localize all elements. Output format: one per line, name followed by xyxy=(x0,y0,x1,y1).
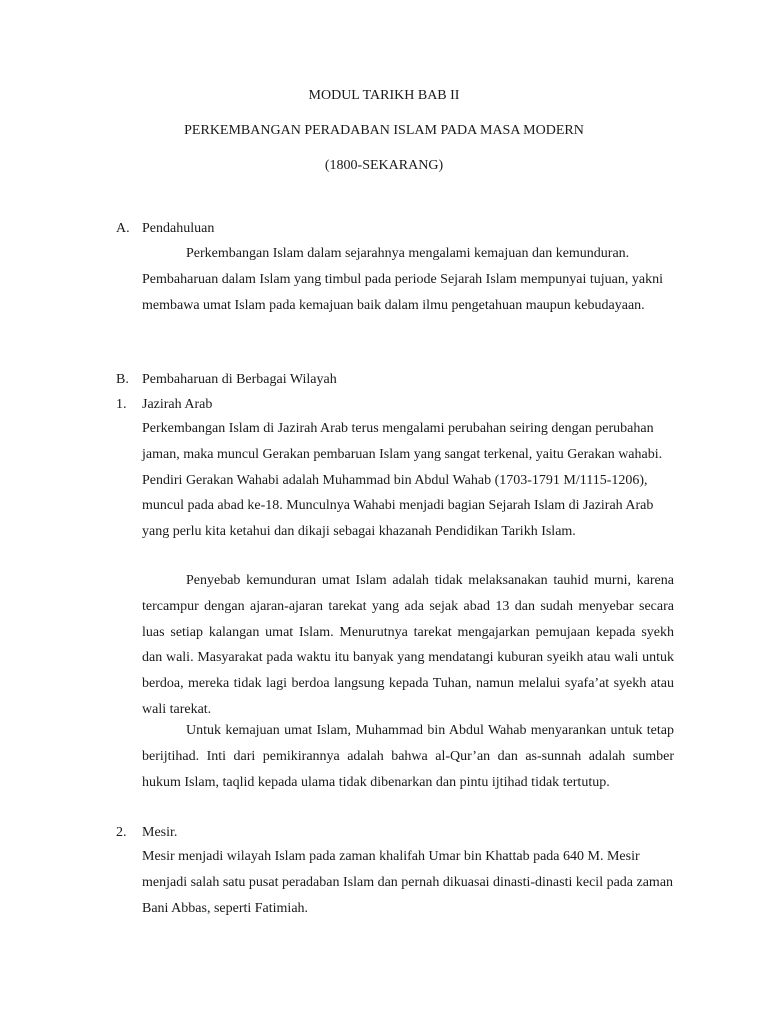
section-a-paragraph: Perkembangan Islam dalam sejarahnya mengalami kemajuan dan kemunduran. Pembaharuan dalam Islam yang timbul pada periode Sejarah Islam mempunyai tujuan, yakni membawa umat Islam pada kemajuan baik dalam ilmu pengetahuan maupun kebudayaan. xyxy=(142,246,663,313)
section-b-heading: Pembaharuan di Berbagai Wilayah xyxy=(142,372,337,387)
item-1-marker: 1. xyxy=(116,397,127,412)
section-a-marker: A. xyxy=(116,221,130,236)
document-subtitle: PERKEMBANGAN PERADABAN ISLAM PADA MASA MODERN xyxy=(184,123,584,138)
document-title: MODUL TARIKH BAB II xyxy=(308,88,460,103)
document-period: (1800-SEKARANG) xyxy=(324,158,444,173)
item-2-marker: 2. xyxy=(116,825,127,840)
item-1-paragraph-2: Penyebab kemunduran umat Islam adalah tidak melaksanakan tauhid murni, karena tercampur dengan ajaran-ajaran tarekat yang ada sejak abad 13 dan sudah menyebar secara luas setiap kalangan umat Islam. Menurutnya tarekat mengajarkan pemujaan kepada syekh dan wali. Masyarakat pada waktu itu banyak yang mendatangi kuburan syeikh atau wali untuk berdoa, mereka tidak lagi berdoa langsung kepada Tuhan, namun melalui syafa’at syekh atau wali tarekat. xyxy=(142,573,674,717)
section-a-heading: Pendahuluan xyxy=(142,221,215,236)
item-2-paragraph-1: Mesir menjadi wilayah Islam pada zaman khalifah Umar bin Khattab pada 640 M. Mesir menjadi salah satu pusat peradaban Islam dan pernah dikuasai dinasti-dinasti kecil pada zaman Bani Abbas, seperti Fatimiah. xyxy=(142,849,674,916)
section-b-marker: B. xyxy=(116,372,129,387)
item-1-paragraph-1: Perkembangan Islam di Jazirah Arab terus mengalami perubahan seiring dengan perubahan jaman, maka muncul Gerakan pembaruan Islam yang sangat terkenal, yaitu Gerakan wahabi. Pendiri Gerakan Wahabi adalah Muhammad bin Abdul Wahab (1703-1791 M/1115-1206), muncul pada abad ke-18. Munculnya Wahabi menjadi bagian Sejarah Islam di Jazirah Arab yang perlu kita ketahui dan dikaji sebagai khazanah Pendidikan Tarikh Islam. xyxy=(142,421,663,540)
item-1-paragraph-3: Untuk kemajuan umat Islam, Muhammad bin Abdul Wahab menyarankan untuk tetap berijtihad. Inti dari pemikirannya adalah bahwa al-Qur’an dan as-sunnah adalah sumber hukum Islam, taqlid kepada ulama tidak dibenarkan dan pintu ijtihad tidak tertutup. xyxy=(142,723,674,790)
item-1-heading: Jazirah Arab xyxy=(142,397,213,412)
item-2-heading: Mesir. xyxy=(142,825,178,840)
